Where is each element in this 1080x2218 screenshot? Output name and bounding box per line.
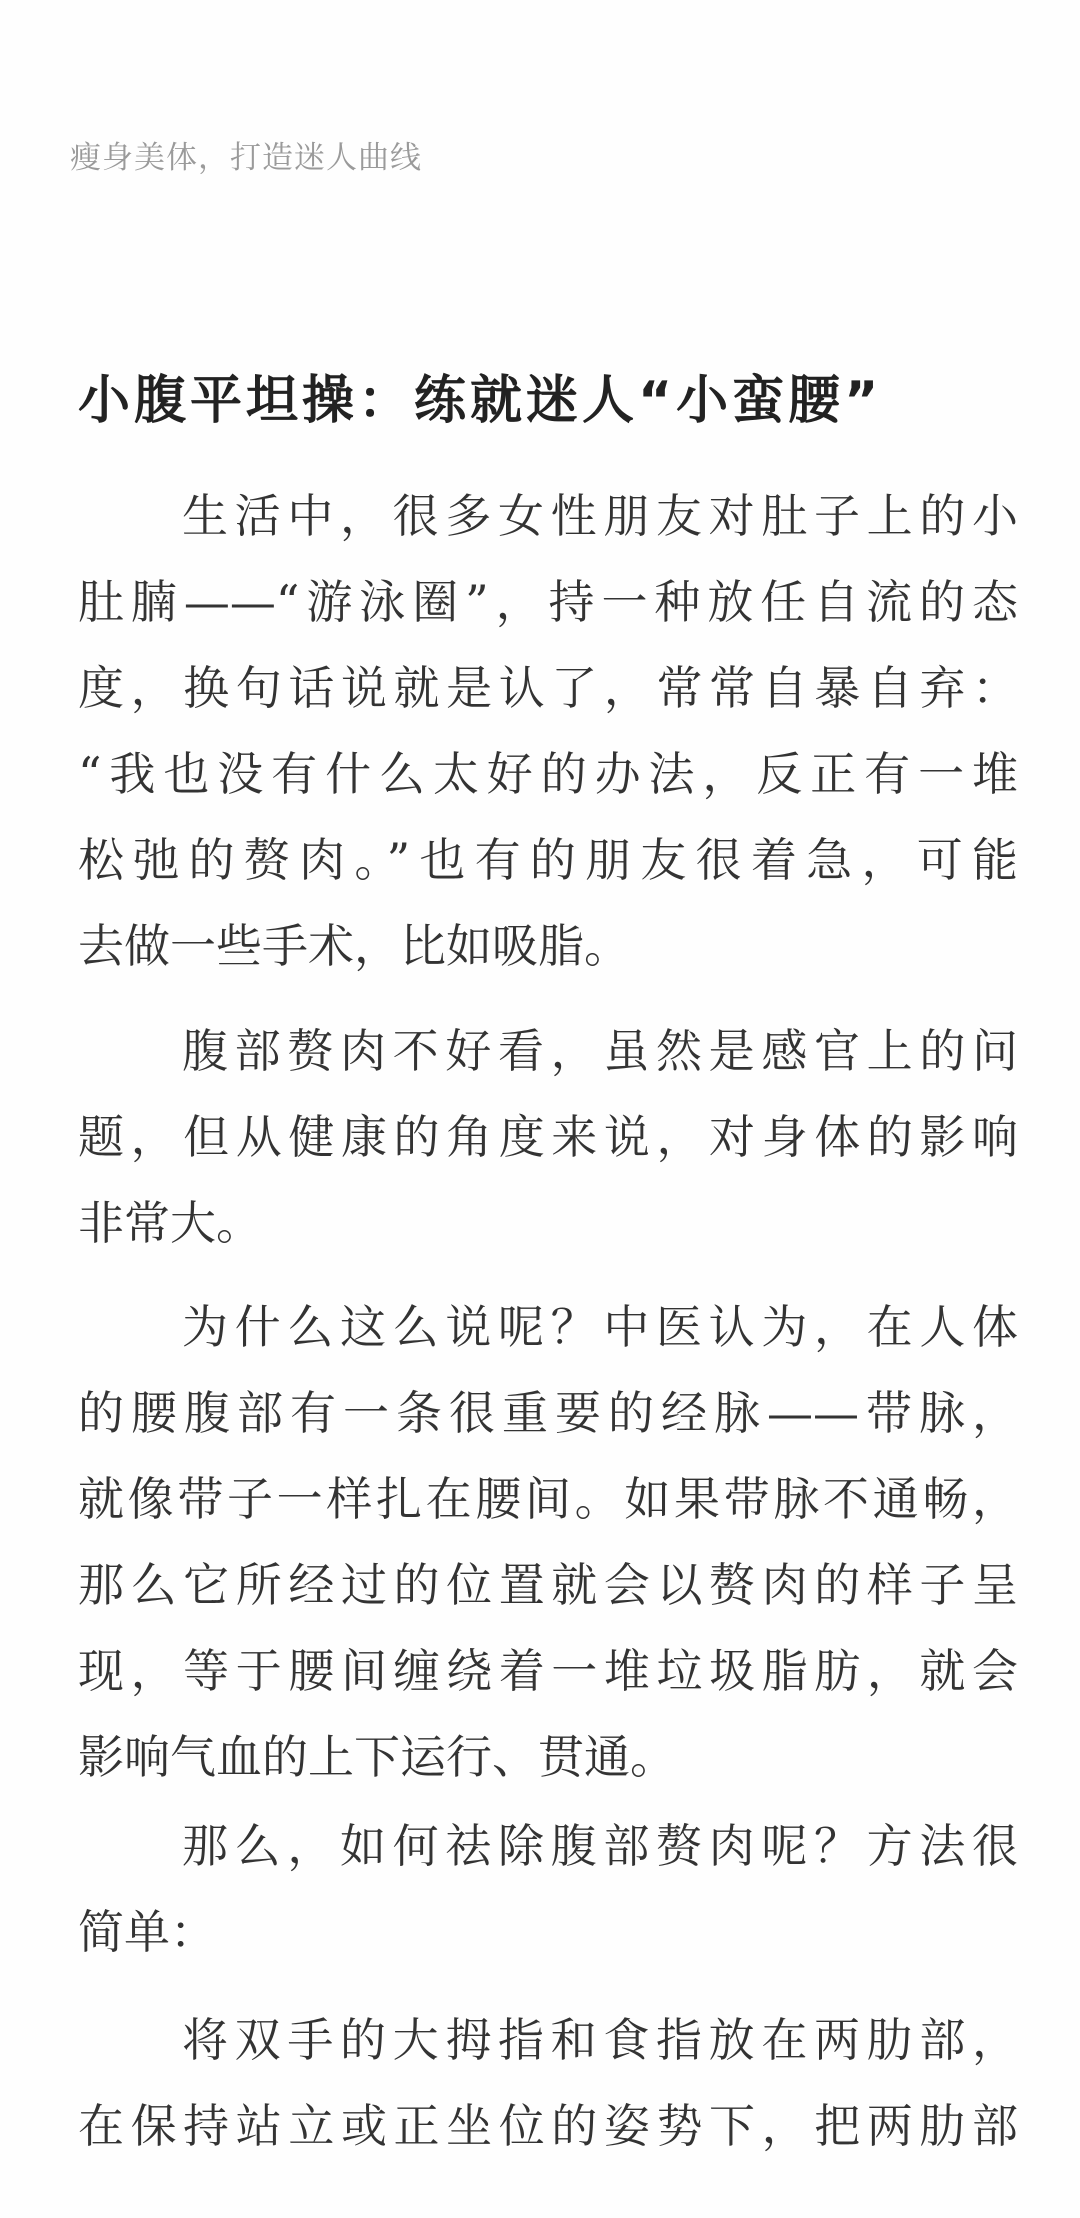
text-line: 简单： — [78, 1905, 216, 1959]
text-line: 就像带子一样扎在腰间。如果带脉不通畅， — [78, 1472, 1018, 1526]
text-line: 非常大。 — [78, 1196, 262, 1250]
paragraph-1 — [78, 473, 1018, 989]
text-line: 腹部赘肉不好看，虽然是感官上的问 — [182, 1024, 1018, 1078]
text-line: 松弛的赘肉。”也有的朋友很着急，可能 — [78, 833, 1018, 887]
paragraph-4 — [78, 1803, 1018, 1975]
book-title-header: 瘦身美体，打造迷人曲线 — [70, 140, 422, 176]
text-line: 题，但从健康的角度来说，对身体的影响 — [78, 1110, 1018, 1164]
text-line: 那么，如何祛除腹部赘肉呢？方法很 — [182, 1819, 1018, 1873]
text-line: 的腰腹部有一条很重要的经脉——带脉， — [78, 1386, 1018, 1440]
chapter-title: 小腹平坦操：练就迷人“小蛮腰” — [78, 371, 883, 431]
text-line: 肚腩——“游泳圈”，持一种放任自流的态 — [78, 575, 1018, 629]
text-line: 那么它所经过的位置就会以赘肉的样子呈 — [78, 1558, 1018, 1612]
text-line: 在保持站立或正坐位的姿势下，把两肋部 — [78, 2099, 1018, 2153]
paragraph-5 — [78, 1997, 1018, 2169]
text-line: 生活中，很多女性朋友对肚子上的小 — [182, 489, 1018, 543]
paragraph-2 — [78, 1008, 1018, 1266]
text-line: 影响气血的上下运行、贯通。 — [78, 1730, 676, 1784]
text-line: 将双手的大拇指和食指放在两肋部， — [182, 2013, 1018, 2067]
text-line: 现，等于腰间缠绕着一堆垃圾脂肪，就会 — [78, 1644, 1018, 1698]
paragraph-3 — [78, 1284, 1018, 1800]
text-line: 为什么这么说呢？中医认为，在人体 — [182, 1300, 1018, 1354]
text-line: 度，换句话说就是认了，常常自暴自弃： — [78, 661, 1018, 715]
text-line: “我也没有什么太好的办法，反正有一堆 — [78, 747, 1018, 801]
text-line: 去做一些手术，比如吸脂。 — [78, 919, 630, 973]
